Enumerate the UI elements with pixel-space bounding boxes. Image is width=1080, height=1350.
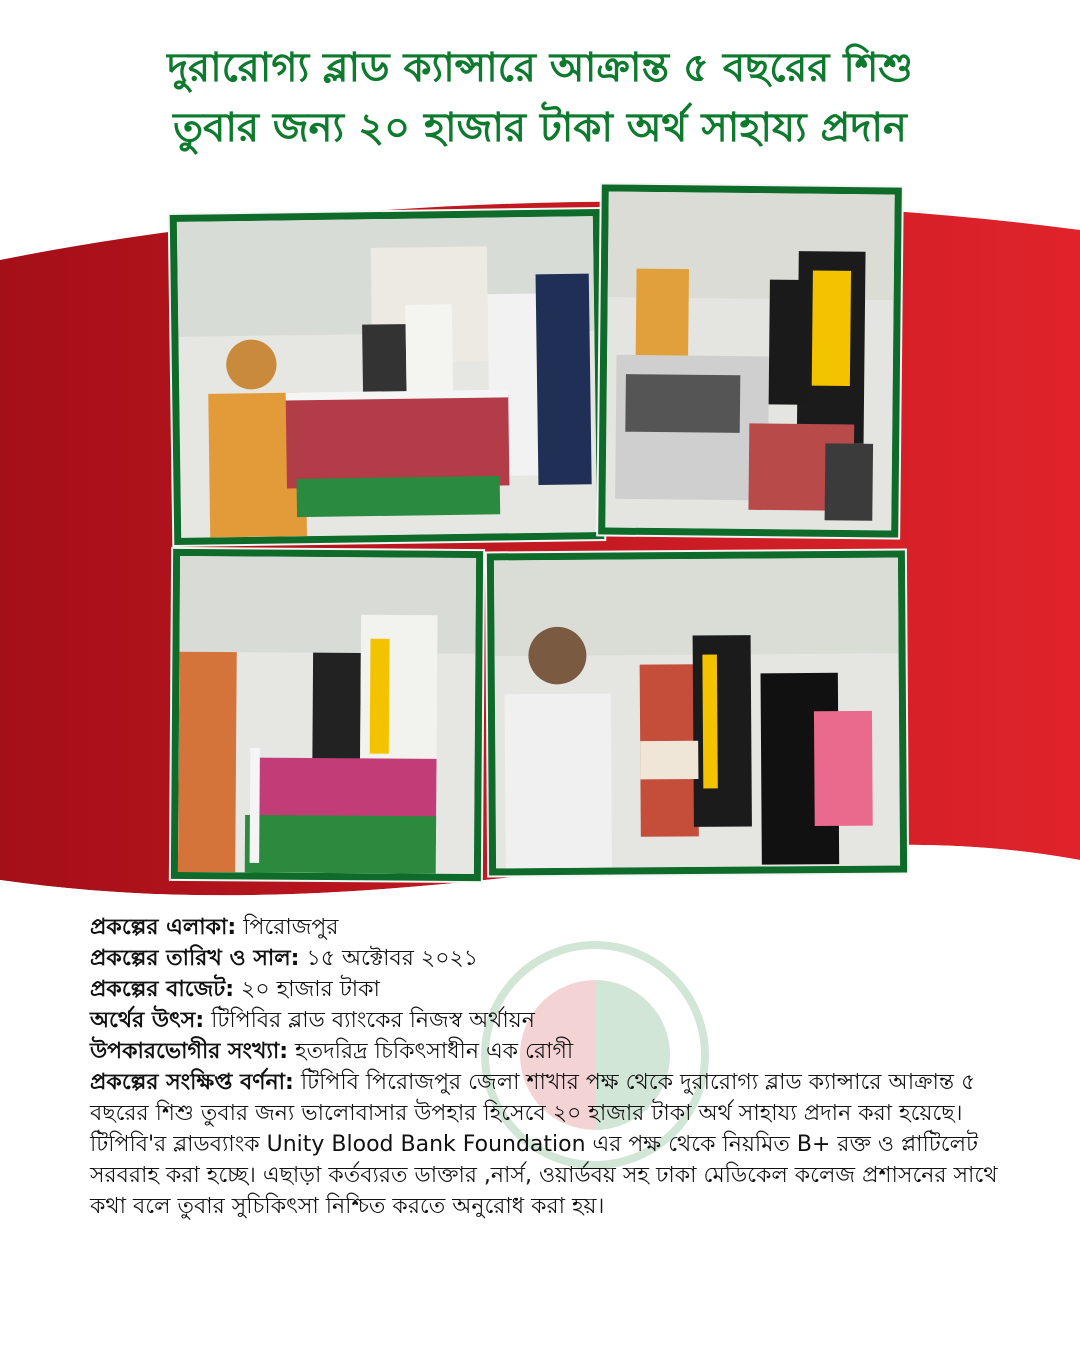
fund-source-row — [90, 1005, 1000, 1036]
fund-source-label: অর্থের উৎস: — [90, 1008, 205, 1033]
project-date-label: প্রকল্পের তারিখ ও সাল: — [90, 946, 300, 971]
project-area-value: পিরোজপুর — [236, 915, 339, 940]
project-summary-label: প্রকল্পের সংক্ষিপ্ত বর্ণনা: — [90, 1070, 294, 1095]
headline-line-2: তুবার জন্য ২০ হাজার টাকা অর্থ সাহায্য প্রদান — [173, 105, 907, 151]
project-details — [90, 912, 1000, 1222]
beneficiary-row — [90, 1036, 1000, 1067]
project-date-value: ১৫ অক্টোবর ২০২১ — [299, 946, 479, 971]
photo-hospital-visit-1 — [170, 209, 605, 545]
project-area-row — [90, 912, 1000, 943]
project-summary — [90, 1067, 1000, 1222]
photo-hospital-visit-2 — [598, 184, 902, 537]
project-area-label: প্রকল্পের এলাকা: — [90, 915, 237, 940]
project-budget-row — [90, 974, 1000, 1005]
project-date-row — [90, 943, 1000, 974]
project-budget-value: ২০ হাজার টাকা — [234, 977, 380, 1002]
project-summary-value: টিপিবি পিরোজপুর জেলা শাখার পক্ষ থেকে দুরারোগ্য ব্লাড ক্যান্সারে আক্রান্ত ৫ বছরের শিশু তুবার জন্য ভালোবাসার উপহার হিসেবে ২০ হাজার টাকা অর্থ সাহায্য প্রদান করা হয়েছে। টিপিবি'র ব্লাডব্যাংক Unity Blood Bank Foundation এর পক্ষ থেকে নিয়মিত B+ রক্ত ও প্লাটিলেট সরবরাহ করা হচ্ছে। এছাড়া কর্তব্যরত ডাক্তার ,নার্স, ওয়ার্ডবয় সহ ঢাকা মেডিকেল কলেজ প্রশাসনের সাথে কথা বলে তুবার সুচিকিৎসা নিশ্চিত করতে অনুরোধ করা হয়। — [90, 1070, 998, 1219]
photo-hospital-visit-4 — [487, 551, 907, 876]
beneficiary-label: উপকারভোগীর সংখ্যা: — [90, 1039, 289, 1064]
beneficiary-value: হতদরিদ্র চিকিৎসাধীন এক রোগী — [288, 1039, 574, 1064]
fund-source-value: টিপিবির ব্লাড ব্যাংকের নিজস্ব অর্থায়ন — [204, 1008, 535, 1033]
headline-line-1: দুরারোগ্য ব্লাড ক্যান্সারে আক্রান্ত ৫ বছরের শিশু — [167, 45, 913, 91]
photo-hospital-visit-3 — [171, 549, 483, 881]
project-budget-label: প্রকল্পের বাজেট: — [90, 977, 235, 1002]
